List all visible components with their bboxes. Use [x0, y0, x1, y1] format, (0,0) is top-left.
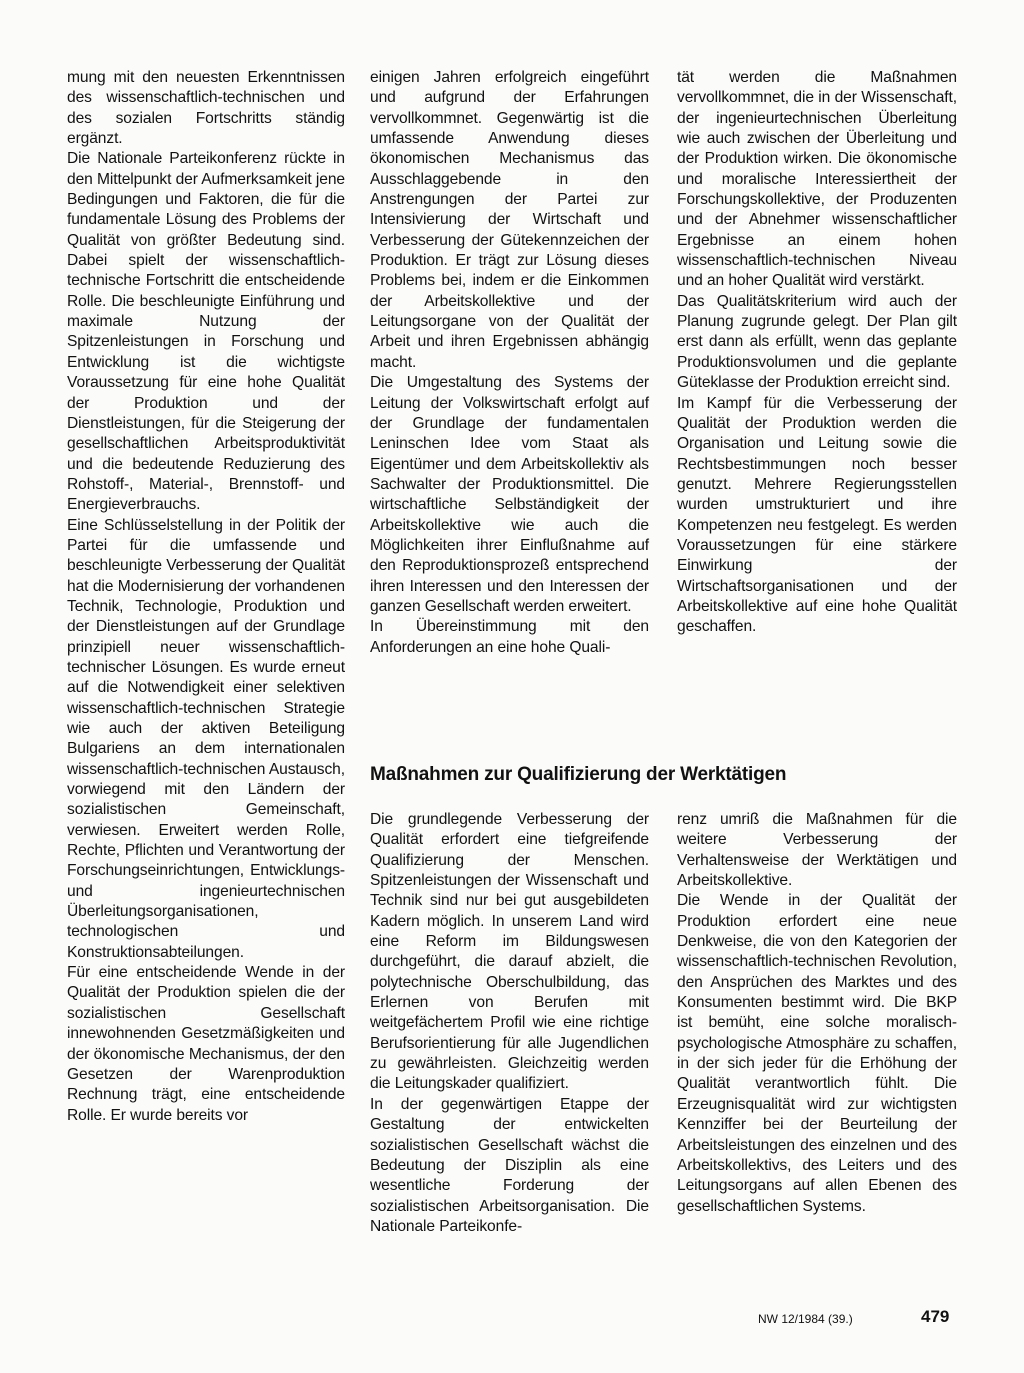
paragraph: Die Nationale Parteikonferenz rückte in den Mittelpunkt der Aufmerksamkeit jene Bedingungen und Faktoren, die für die fundamentale Lösung des Problems der Qualität von größter Bedeutung sind. Dabei spielt der wissenschaftlich-technische Fortschritt die entscheidende Rolle. Die beschleunigte Einführung und maximale Nutzung der Spitzenleistungen in Forschung und Entwicklung ist die wichtigste Voraussetzung für eine hohe Qualität der Produktion und der Dienstleistungen, für die Steigerung der gesellschaftlichen Arbeitsproduktivität und die bedeutende Reduzierung des Rohstoff-, Material-, Brennstoff- und Energieverbrauchs.	[67, 150, 345, 514]
page-number: 479	[921, 1307, 950, 1326]
text-column-2	[370, 68, 649, 658]
paragraph: Für eine entscheidende Wende in der Qualität der Produktion spielen die der sozialistischen Gesellschaft innewohnenden Gesetzmäßigkeiten und der ökonomische Mechanismus, der den Gesetzen der Warenproduktion Rechnung trägt, eine entscheidende Rolle. Er wurde bereits vor	[67, 964, 345, 1124]
text-column-5	[677, 810, 957, 1217]
paragraph: Die Umgestaltung des Systems der Leitung der Volkswirtschaft erfolgt auf der Grundlage der fundamentalen Leninschen Idee vom Staat als Eigentümer und dem Arbeitskollektiv als Sachwalter der Produktionsmittel. Die wirtschaftliche Selbständigkeit der Arbeitskollektive wie auch die Möglichkeiten ihrer Einflußnahme auf den Reproduktionsprozeß entsprechend ihren Interessen und den Interessen der ganzen Gesellschaft werden erweitert.	[370, 374, 649, 615]
paragraph: mung mit den neuesten Erkenntnissen des wissenschaftlich-technischen und des sozialen Fortschritts ständig ergänzt.	[67, 69, 345, 148]
paragraph: Die grundlegende Verbesserung der Qualität erfordert eine tiefgreifende Qualifizierung der Menschen. Spitzenleistungen der Wissenschaft und Technik sind nur bei gut ausgebildeten Kadern möglich. In unserem Land wird eine Reform im Bildungswesen durchgeführt, die darauf abzielt, die polytechnische Oberschulbildung, das Erlernen von Berufen mit weitgefächertem Profil wie eine richtige Berufsorientierung für alle Jugendlichen zu gewährleisten. Gleichzeitig werden die Leitungskader qualifiziert.	[370, 811, 649, 1093]
section-heading: Maßnahmen zur Qualifizierung der Werktätigen	[370, 764, 787, 785]
paragraph: Das Qualitätskriterium wird auch der Planung zugrunde gelegt. Der Plan gilt erst dann als erfüllt, wenn das geplante Produktionsvolumen und die geplante Güteklasse der Produktion erreicht sind.	[677, 292, 957, 392]
footer-source: NW 12/1984 (39.)	[758, 1312, 853, 1326]
text-column-3	[677, 68, 957, 638]
paragraph: Eine Schlüsselstellung in der Politik der Partei für die umfassende und beschleunigte Verbesserung der Qualität hat die Modernisierung der vorhandenen Technik, Technologie, Produktion und der Dienstleistungen auf der Grundlage prinzipiell neuer wissenschaftlich-technischer Lösungen. Es wurde erneut auf die Notwendigkeit einer selektiven wissenschaftlich-technischen Strategie wie auch der aktiven Beteiligung Bulgariens an dem internationalen wissenschaftlich-technischen Austausch, vorwiegend mit den Ländern der sozialistischen Gemeinschaft, verwiesen. Erweitert werden Rolle, Rechte, Pflichten und Verantwortung der Forschungseinrichtungen, Entwicklungs- und ingenieurtechnischen Überleitungsorganisationen, technologischen und Konstruktionsabteilungen.	[67, 516, 345, 961]
paragraph: In der gegenwärtigen Etappe der Gestaltung der entwickelten sozialistischen Gesellschaft wächst die Bedeutung der Disziplin als eine wesentliche Forderung der sozialistischen Arbeitsorganisation. Die Nationale Parteikonfe-	[370, 1095, 649, 1235]
paragraph: In Übereinstimmung mit den Anforderungen an eine hohe Quali-	[370, 618, 649, 656]
paragraph: einigen Jahren erfolgreich eingeführt und aufgrund der Erfahrungen vervollkommnet. Gegenwärtig ist die umfassende Anwendung dieses ökonomischen Mechanismus das Ausschlaggebende in den Anstrengungen der Partei zur Intensivierung der Wirtschaft und Verbesserung der Gütekennzeichen der Produktion. Er trägt zur Lösung dieses Problems bei, indem er die Einkommen der Arbeitskollektive und der Leitungsorgane von der Qualität der Arbeit und ihren Ergebnissen abhängig macht.	[370, 69, 649, 371]
paragraph: Im Kampf für die Verbesserung der Qualität der Produktion werden die Organisation und Leitung sowie die Rechtsbestimmungen noch besser genutzt. Mehrere Regierungsstellen wurden umstrukturiert und ihre Kompetenzen neu festgelegt. Es werden Voraussetzungen für eine stärkere Einwirkung der Wirtschaftsorganisationen und der Arbeitskollektive auf eine hohe Qualität geschaffen.	[677, 394, 957, 636]
paragraph: tät werden die Maßnahmen vervollkommnet, die in der Wissenschaft, der ingenieurtechnischen Überleitung wie auch zwischen der Überleitung und der Produktion wirken. Die ökonomische und moralische Interessiertheit der Forschungskollektive, der Produzenten und der Abnehmer wissenschaftlicher Ergebnisse an einem hohen wissenschaftlich-technischen Niveau und an hoher Qualität wird verstärkt.	[677, 69, 957, 290]
text-column-1	[67, 68, 345, 1126]
paragraph: renz umriß die Maßnahmen für die weitere Verbesserung der Verhaltensweise der Werktätigen und Arbeitskollektive.	[677, 811, 957, 890]
paragraph: Die Wende in der Qualität der Produktion erfordert eine neue Denkweise, die von den Kategorien der wissenschaftlich-technischen Revolution, den Ansprüchen des Marktes und des Konsumenten bestimmt wird. Die BKP ist bemüht, eine solche moralisch-psychologische Atmosphäre zu schaffen, in der sich jeder für die Erhöhung der Qualität verantwortlich fühlt. Die Erzeugnisqualität wird zur wichtigsten Kennziffer bei der Beurteilung der Arbeitsleistungen des einzelnen und des Arbeitskollektivs, des Leiters und des Leitungsorgans auf allen Ebenen des gesellschaftlichen Systems.	[677, 892, 957, 1215]
text-column-4	[370, 810, 649, 1237]
